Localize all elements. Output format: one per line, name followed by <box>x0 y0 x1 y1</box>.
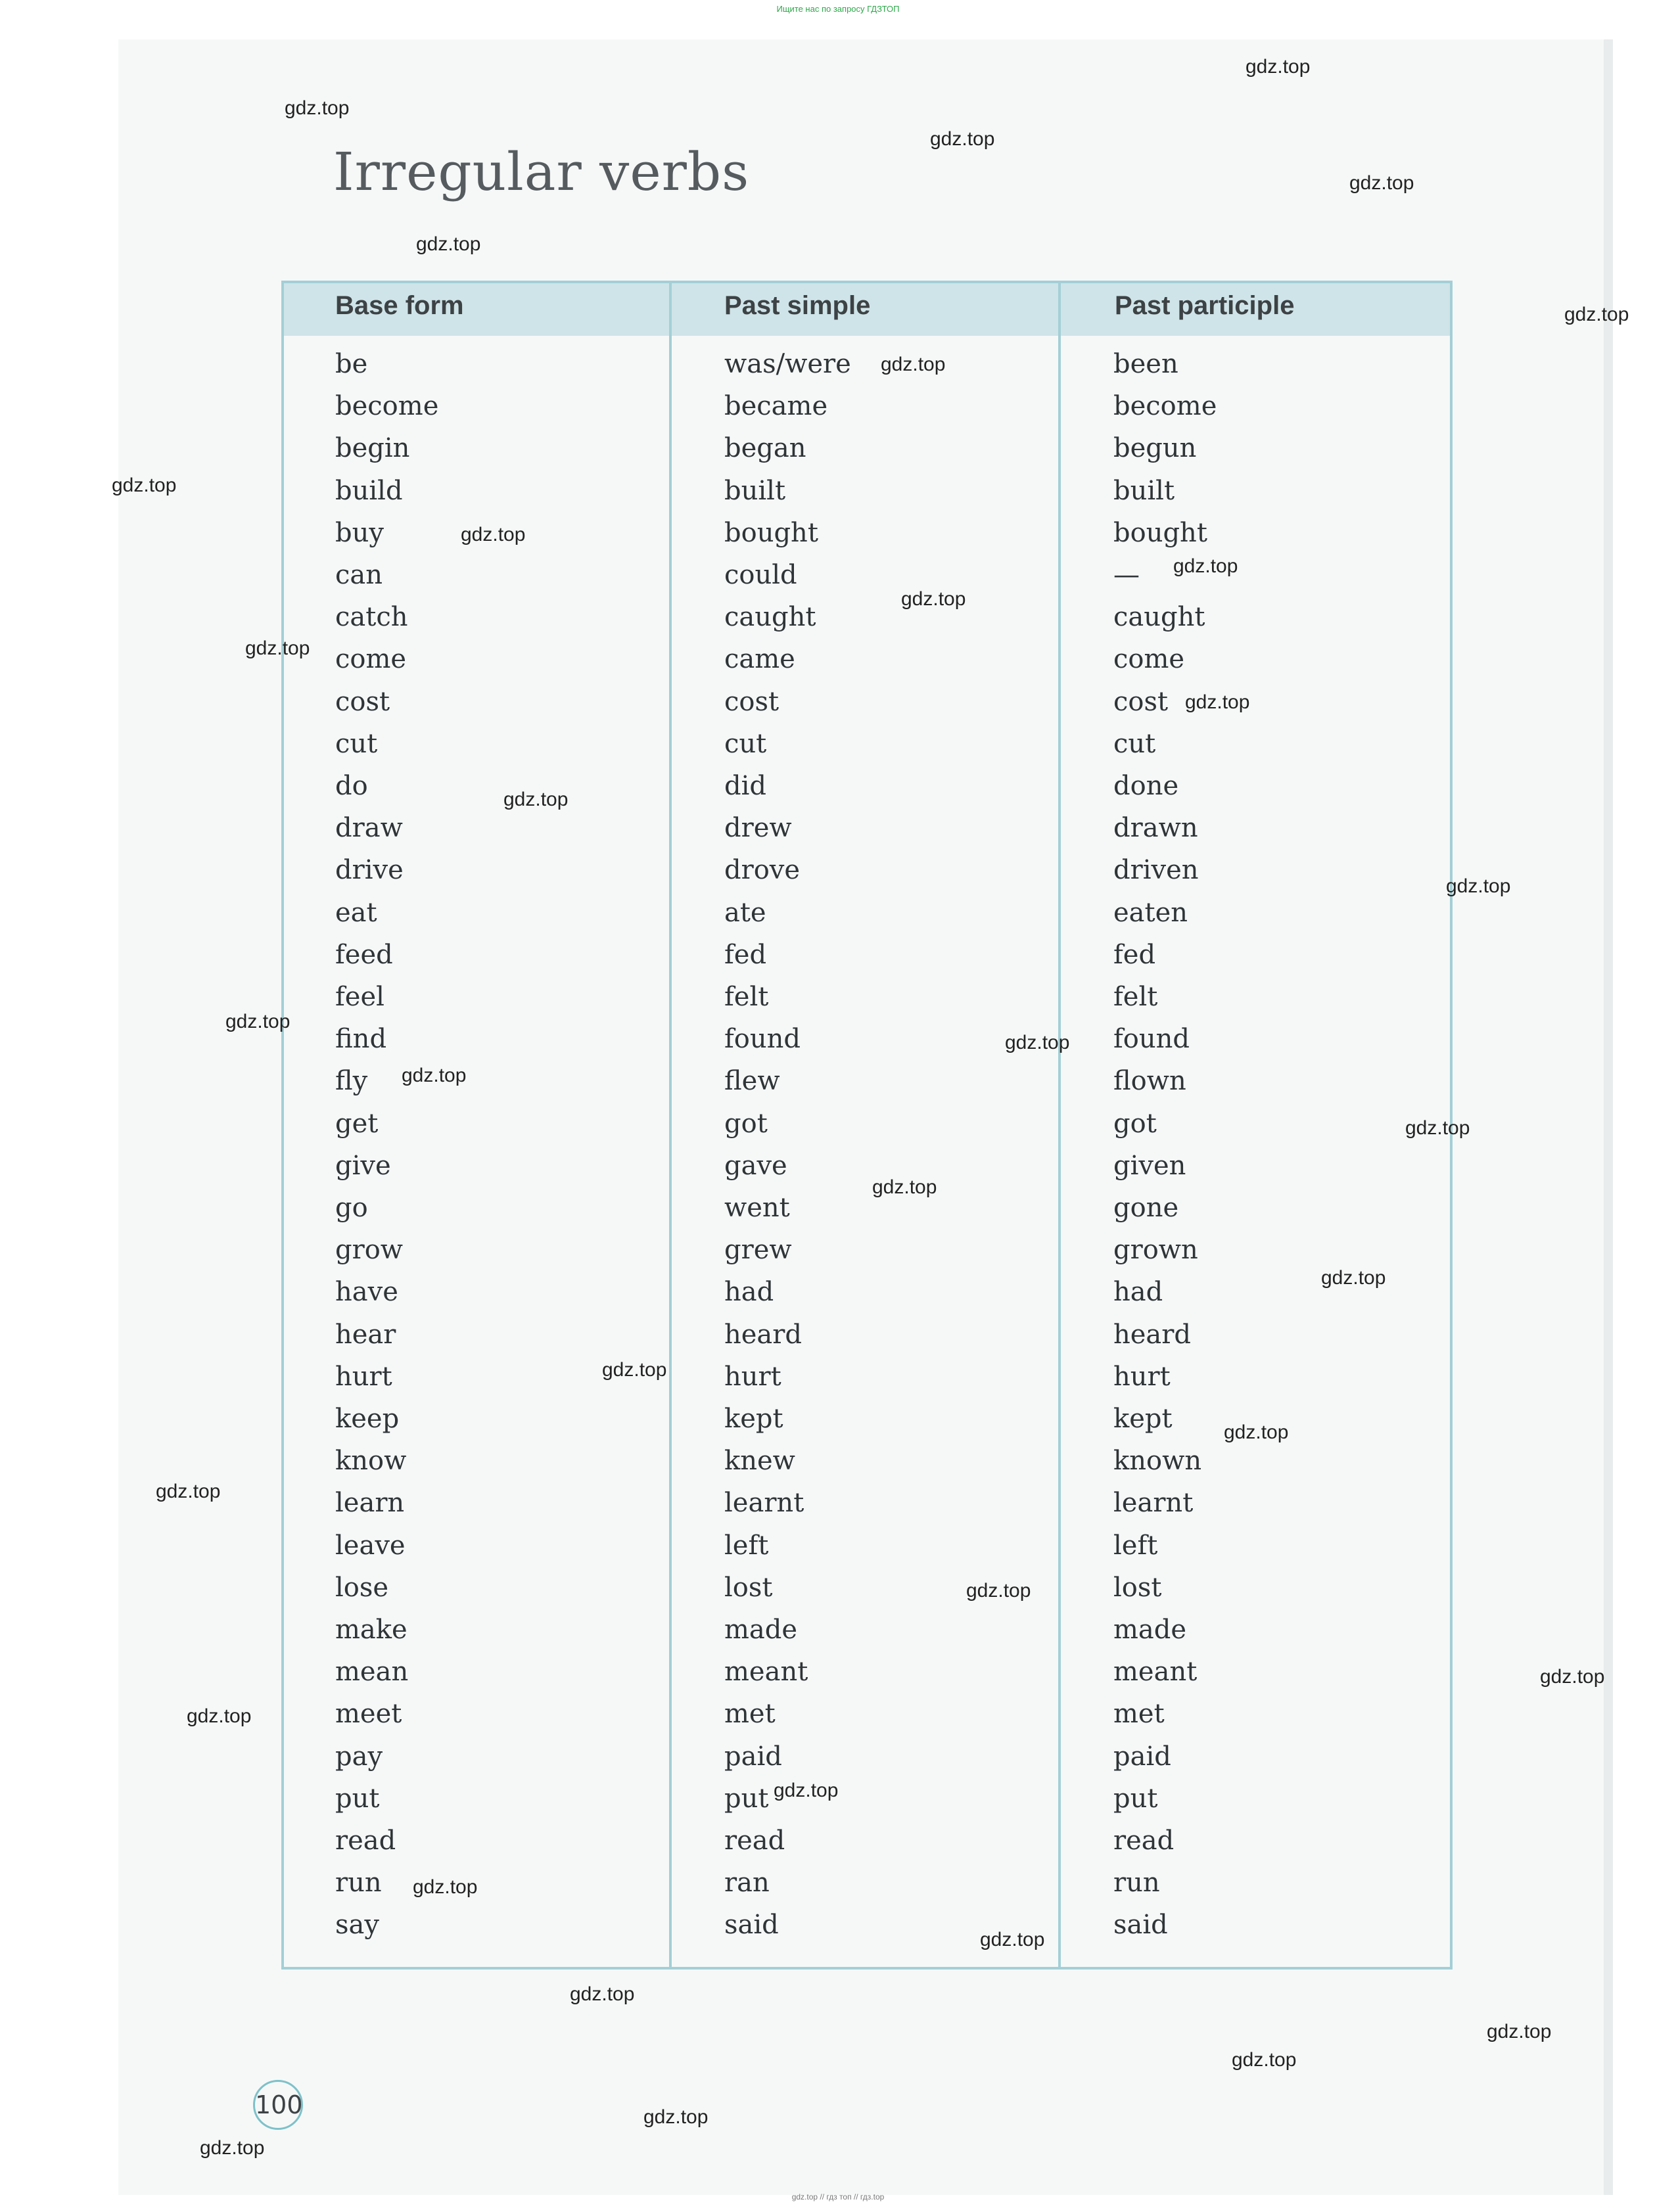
past-simple-cell: put <box>724 1784 769 1814</box>
past-simple-cell: found <box>724 1024 801 1054</box>
watermark-text: gdz.top <box>503 789 569 810</box>
past-simple-cell: drew <box>724 813 792 843</box>
past-simple-cell: felt <box>724 982 769 1012</box>
past-participle-cell: found <box>1113 1024 1190 1054</box>
base-form-cell: hear <box>335 1320 396 1350</box>
past-participle-cell: met <box>1113 1699 1165 1729</box>
base-form-cell: drive <box>335 855 404 885</box>
watermark-text: gdz.top <box>1321 1267 1386 1289</box>
watermark-text: gdz.top <box>1487 2021 1552 2042</box>
past-participle-cell: drawn <box>1113 813 1198 843</box>
past-simple-cell: was/were <box>724 349 851 379</box>
past-participle-cell: meant <box>1113 1657 1198 1687</box>
base-form-cell: lose <box>335 1573 389 1603</box>
past-participle-cell: gone <box>1113 1193 1179 1223</box>
past-simple-cell: flew <box>724 1066 780 1096</box>
past-participle-cell: lost <box>1113 1573 1162 1603</box>
base-form-cell: say <box>335 1910 379 1940</box>
past-simple-cell: left <box>724 1531 769 1561</box>
past-participle-cell: — <box>1113 560 1140 590</box>
base-form-cell: learn <box>335 1488 405 1518</box>
past-participle-cell: heard <box>1113 1320 1192 1350</box>
watermark-text: gdz.top <box>112 474 177 496</box>
past-simple-cell: drove <box>724 855 801 885</box>
watermark-text: gdz.top <box>1540 1666 1605 1688</box>
base-form-cell: feed <box>335 940 393 970</box>
watermark-text: gdz.top <box>930 128 995 150</box>
base-form-cell: meet <box>335 1699 402 1729</box>
past-simple-cell: built <box>724 476 786 506</box>
past-participle-cell: built <box>1113 476 1175 506</box>
column-divider <box>669 283 672 1967</box>
past-participle-cell: eaten <box>1113 898 1188 928</box>
past-participle-cell: read <box>1113 1826 1175 1856</box>
base-form-cell: can <box>335 560 383 590</box>
past-simple-cell: kept <box>724 1404 783 1434</box>
base-form-cell: find <box>335 1024 387 1054</box>
past-participle-cell: got <box>1113 1109 1157 1139</box>
base-form-cell: grow <box>335 1235 404 1265</box>
past-participle-cell: run <box>1113 1868 1160 1898</box>
base-form-cell: run <box>335 1868 382 1898</box>
base-form-cell: feel <box>335 982 384 1012</box>
watermark-text: gdz.top <box>245 637 310 659</box>
page-edge <box>1604 39 1613 2195</box>
base-form-cell: mean <box>335 1657 409 1687</box>
base-form-cell: hurt <box>335 1362 392 1392</box>
base-form-cell: keep <box>335 1404 400 1434</box>
watermark-text: gdz.top <box>1232 2049 1297 2071</box>
base-form-cell: eat <box>335 898 377 928</box>
past-simple-cell: came <box>724 644 795 674</box>
base-form-cell: make <box>335 1615 407 1645</box>
past-simple-cell: made <box>724 1615 798 1645</box>
watermark-text: gdz.top <box>1564 304 1629 325</box>
past-simple-cell: heard <box>724 1320 803 1350</box>
past-participle-cell: come <box>1113 644 1185 674</box>
past-participle-cell: fed <box>1113 940 1156 970</box>
base-form-cell: fly <box>335 1066 368 1096</box>
past-simple-cell: said <box>724 1910 779 1940</box>
past-participle-cell: driven <box>1113 855 1199 885</box>
past-participle-cell: begun <box>1113 433 1197 463</box>
past-simple-cell: caught <box>724 602 816 632</box>
past-participle-cell: given <box>1113 1151 1186 1181</box>
past-simple-cell: did <box>724 771 767 801</box>
header-past-simple: Past simple <box>724 291 871 320</box>
column-divider <box>1058 283 1061 1967</box>
base-form-cell: have <box>335 1277 398 1307</box>
base-form-cell: become <box>335 391 439 421</box>
base-form-cell: know <box>335 1446 407 1476</box>
watermark-text: gdz.top <box>966 1580 1031 1601</box>
past-simple-cell: cut <box>724 729 767 759</box>
past-participle-cell: said <box>1113 1910 1168 1940</box>
watermark-text: gdz.top <box>1173 555 1238 577</box>
page-number: 100 <box>253 2080 303 2130</box>
watermark-text: gdz.top <box>774 1780 839 1801</box>
base-form-cell: put <box>335 1784 380 1814</box>
past-simple-cell: learnt <box>724 1488 804 1518</box>
base-form-cell: give <box>335 1151 391 1181</box>
past-simple-cell: became <box>724 391 828 421</box>
irregular-verbs-table <box>281 281 1453 1970</box>
past-participle-cell: paid <box>1113 1741 1171 1772</box>
watermark-text: gdz.top <box>643 2106 709 2128</box>
watermark-text: gdz.top <box>980 1929 1045 1950</box>
past-participle-cell: left <box>1113 1531 1158 1561</box>
watermark-text: gdz.top <box>570 1983 635 2005</box>
watermark-text: gdz.top <box>225 1011 291 1032</box>
past-simple-cell: gave <box>724 1151 787 1181</box>
base-form-cell: build <box>335 476 403 506</box>
base-form-cell: buy <box>335 518 384 548</box>
base-form-cell: draw <box>335 813 403 843</box>
top-banner: Ищите нас по запросу ГДЗТОП <box>776 4 900 14</box>
base-form-cell: go <box>335 1193 368 1223</box>
past-participle-cell: learnt <box>1113 1488 1194 1518</box>
past-simple-cell: cost <box>724 687 780 717</box>
past-simple-cell: got <box>724 1109 768 1139</box>
watermark-text: gdz.top <box>461 524 526 545</box>
page-title: Irregular verbs <box>333 141 750 202</box>
watermark-text: gdz.top <box>1446 875 1511 897</box>
past-simple-cell: knew <box>724 1446 795 1476</box>
past-simple-cell: could <box>724 560 797 590</box>
past-participle-cell: become <box>1113 391 1217 421</box>
base-form-cell: read <box>335 1826 396 1856</box>
watermark-text: gdz.top <box>187 1705 252 1727</box>
watermark-text: gdz.top <box>156 1481 221 1502</box>
past-participle-cell: cut <box>1113 729 1156 759</box>
past-participle-cell: done <box>1113 771 1179 801</box>
base-form-cell: be <box>335 349 368 379</box>
watermark-text: gdz.top <box>1005 1032 1070 1053</box>
past-simple-cell: ran <box>724 1868 770 1898</box>
past-simple-cell: had <box>724 1277 774 1307</box>
past-simple-cell: hurt <box>724 1362 781 1392</box>
past-participle-cell: kept <box>1113 1404 1173 1434</box>
base-form-cell: begin <box>335 433 410 463</box>
past-participle-cell: caught <box>1113 602 1205 632</box>
header-base-form: Base form <box>335 291 464 320</box>
watermark-text: gdz.top <box>901 588 966 610</box>
past-simple-cell: bought <box>724 518 818 548</box>
past-participle-cell: made <box>1113 1615 1187 1645</box>
base-form-cell: cost <box>335 687 390 717</box>
watermark-text: gdz.top <box>416 233 481 255</box>
base-form-cell: catch <box>335 602 408 632</box>
watermark-text: gdz.top <box>881 354 946 375</box>
past-simple-cell: ate <box>724 898 766 928</box>
past-simple-cell: lost <box>724 1573 773 1603</box>
footer-text: gdz.top // гдз топ // гдз.top <box>791 2192 885 2201</box>
past-simple-cell: met <box>724 1699 776 1729</box>
watermark-text: gdz.top <box>402 1065 467 1086</box>
past-simple-cell: went <box>724 1193 790 1223</box>
past-participle-cell: felt <box>1113 982 1158 1012</box>
base-form-cell: cut <box>335 729 378 759</box>
past-participle-cell: flown <box>1113 1066 1186 1096</box>
watermark-text: gdz.top <box>1349 172 1414 194</box>
past-simple-cell: grew <box>724 1235 792 1265</box>
watermark-text: gdz.top <box>1185 691 1250 713</box>
past-participle-cell: cost <box>1113 687 1169 717</box>
past-participle-cell: known <box>1113 1446 1202 1476</box>
base-form-cell: leave <box>335 1531 406 1561</box>
watermark-text: gdz.top <box>1245 56 1311 78</box>
past-participle-cell: been <box>1113 349 1178 379</box>
past-simple-cell: paid <box>724 1741 782 1772</box>
past-participle-cell: grown <box>1113 1235 1198 1265</box>
base-form-cell: pay <box>335 1741 383 1772</box>
watermark-text: gdz.top <box>602 1359 667 1381</box>
past-simple-cell: began <box>724 433 806 463</box>
watermark-text: gdz.top <box>872 1176 937 1198</box>
past-simple-cell: meant <box>724 1657 808 1687</box>
past-participle-cell: bought <box>1113 518 1207 548</box>
past-participle-cell: had <box>1113 1277 1163 1307</box>
past-participle-cell: put <box>1113 1784 1158 1814</box>
past-participle-cell: hurt <box>1113 1362 1171 1392</box>
past-simple-cell: fed <box>724 940 767 970</box>
past-simple-cell: read <box>724 1826 785 1856</box>
watermark-text: gdz.top <box>1405 1117 1470 1139</box>
header-past-participle: Past participle <box>1115 291 1295 320</box>
watermark-text: gdz.top <box>285 97 350 119</box>
base-form-cell: do <box>335 771 368 801</box>
watermark-text: gdz.top <box>1224 1421 1289 1443</box>
watermark-text: gdz.top <box>413 1876 478 1898</box>
watermark-text: gdz.top <box>200 2137 265 2159</box>
base-form-cell: come <box>335 644 407 674</box>
base-form-cell: get <box>335 1109 379 1139</box>
